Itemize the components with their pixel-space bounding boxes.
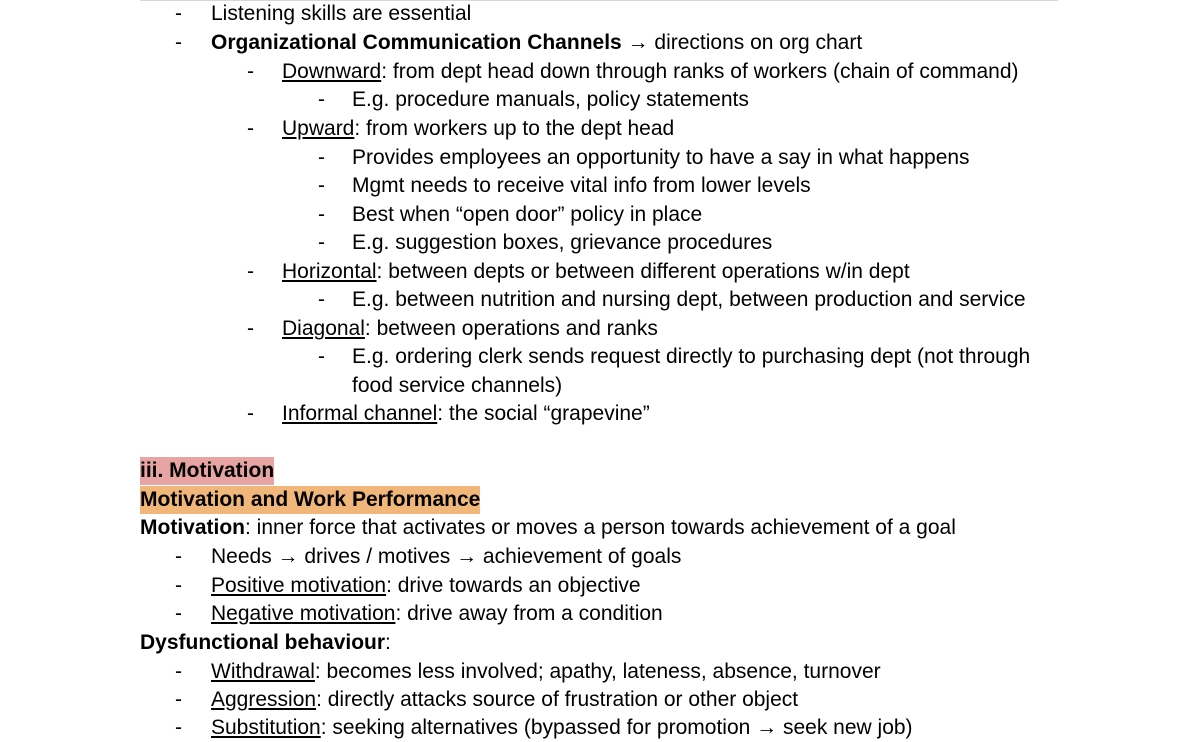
listening-text: Listening skills are essential — [211, 2, 472, 25]
motivation-term: Motivation — [140, 516, 245, 539]
negative-term: Negative motivation — [211, 602, 396, 625]
diagonal-term: Diagonal — [282, 317, 365, 340]
diagonal-line — [282, 315, 658, 343]
bullet-dash: - — [175, 545, 182, 568]
bullet-dash: - — [247, 260, 254, 283]
aggression-line — [211, 686, 798, 714]
downward-term: Downward — [282, 60, 382, 83]
withdrawal-rest: : becomes less involved; apathy, lateness, absence, turnover — [314, 660, 881, 683]
downward-example: E.g. procedure manuals, policy statements — [352, 88, 749, 111]
substitution-rest: : seeking alternatives (bypassed for promotion → seek new job) — [320, 716, 913, 739]
motivation-rest: : inner force that activates or moves a person towards achievement of a goal — [245, 516, 956, 539]
upward-line — [282, 115, 674, 143]
bullet-dash: - — [175, 688, 182, 711]
bullet-dash: - — [175, 31, 182, 54]
dysfunctional-rest: : — [385, 631, 391, 654]
informal-line — [282, 400, 650, 428]
negative-line — [211, 600, 663, 628]
channels-line — [211, 29, 862, 57]
sub-heading: Motivation and Work Performance — [140, 486, 480, 514]
channels-title: Organizational Communication Channels — [211, 31, 622, 54]
bullet-dash: - — [175, 660, 182, 683]
bullet-dash: - — [318, 231, 325, 254]
horizontal-term: Horizontal — [282, 260, 377, 283]
bullet-dash: - — [175, 574, 182, 597]
horizontal-line — [282, 258, 910, 286]
upward-point-1: Provides employees an opportunity to have a say in what happens — [352, 146, 970, 169]
bullet-dash: - — [318, 146, 325, 169]
substitution-term: Substitution — [211, 716, 321, 739]
channels-rest: → directions on org chart — [621, 31, 863, 54]
bullet-dash: - — [318, 174, 325, 197]
horizontal-rest: : between depts or between different operations w/in dept — [376, 260, 910, 283]
bullet-dash: - — [175, 716, 182, 739]
informal-rest: : the social “grapevine” — [437, 402, 650, 425]
substitution-line — [211, 714, 913, 742]
positive-rest: : drive towards an objective — [386, 574, 641, 597]
motivation-definition — [140, 514, 956, 542]
upward-point-3: Best when “open door” policy in place — [352, 203, 703, 226]
dysfunctional-heading — [140, 629, 391, 657]
withdrawal-term: Withdrawal — [211, 660, 315, 683]
upward-term: Upward — [282, 117, 355, 140]
needs-text: Needs → drives / motives → achievement of goals — [211, 545, 682, 568]
informal-term: Informal channel — [282, 402, 438, 425]
bullet-dash: - — [318, 345, 325, 368]
bullet-dash: - — [175, 2, 182, 25]
withdrawal-line — [211, 658, 881, 686]
bullet-dash: - — [247, 317, 254, 340]
section-heading: iii. Motivation — [140, 457, 274, 485]
positive-line — [211, 572, 641, 600]
dysfunctional-term: Dysfunctional behaviour — [140, 631, 386, 654]
positive-term: Positive motivation — [211, 574, 387, 597]
diagonal-example-1: E.g. ordering clerk sends request directly to purchasing dept (not through — [352, 345, 1031, 368]
downward-rest: : from dept head down through ranks of workers (chain of command) — [381, 60, 1019, 83]
bullet-dash: - — [318, 288, 325, 311]
diagonal-rest: : between operations and ranks — [364, 317, 658, 340]
downward-line — [282, 58, 1019, 86]
diagonal-example-2: food service channels) — [352, 374, 563, 397]
aggression-term: Aggression — [211, 688, 317, 711]
horizontal-example: E.g. between nutrition and nursing dept, between production and service — [352, 288, 1026, 311]
bullet-dash: - — [247, 402, 254, 425]
bullet-dash: - — [247, 60, 254, 83]
aggression-rest: : directly attacks source of frustration or other object — [316, 688, 799, 711]
bullet-dash: - — [247, 117, 254, 140]
bullet-dash: - — [318, 88, 325, 111]
bullet-dash: - — [175, 602, 182, 625]
bullet-dash: - — [318, 203, 325, 226]
negative-rest: : drive away from a condition — [395, 602, 663, 625]
upward-point-2: Mgmt needs to receive vital info from lower levels — [352, 174, 811, 197]
upward-rest: : from workers up to the dept head — [354, 117, 675, 140]
upward-point-4: E.g. suggestion boxes, grievance procedures — [352, 231, 773, 254]
